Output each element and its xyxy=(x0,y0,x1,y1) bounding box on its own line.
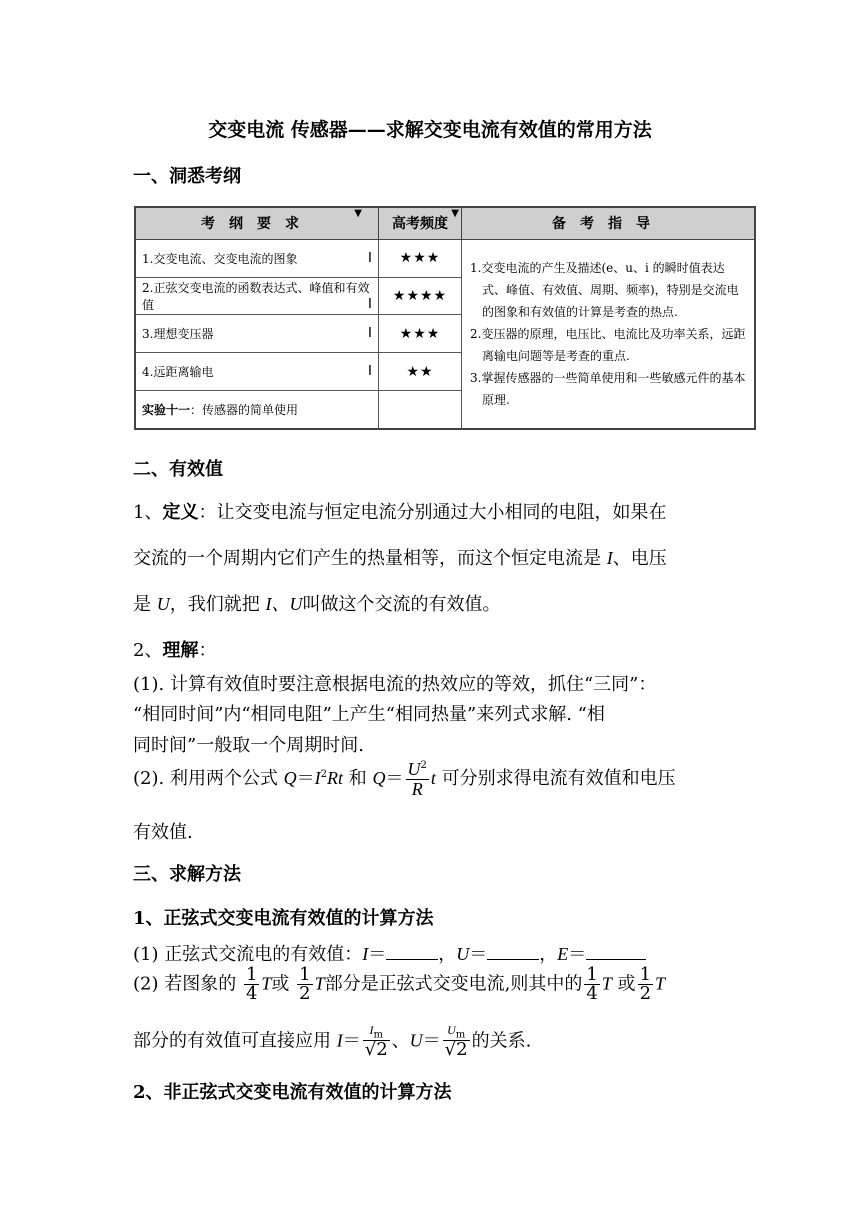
section-heading-effective-value: 二、有效值 xyxy=(133,459,223,480)
fraction-u2-over-r: $\frac{U^2}{R}$ xyxy=(407,759,427,799)
frequency-stars: ★★★ xyxy=(379,315,462,353)
requirement-item: 1.交变电流、交变电流的图象 Ⅰ xyxy=(135,239,379,277)
point-1-line-2: “相同时间”内“相同电阻”上产生“相同热量”来列式求解. “相 xyxy=(133,704,605,725)
blank-i[interactable] xyxy=(386,943,438,960)
frequency-stars: ★★ xyxy=(379,353,462,391)
table-header-requirements: 考纲要求 ▼ xyxy=(135,207,379,239)
guide-text xyxy=(462,239,756,429)
subsection-heading-non-sinusoidal: 2、非正弦式交变电流有效值的计算方法 xyxy=(133,1082,452,1103)
guide-item: 3.掌握传感器的一些简单使用和一些敏感元件的基本原理. xyxy=(470,370,746,407)
sinusoidal-line-3: 部分的有效值可直接应用 I＝ $\frac{I_m}{√2}$ 、U＝ $\frac{U_m}{√2}$ 的关系. xyxy=(133,1023,532,1061)
guide-item: 2.变压器的原理，电压比、电流比及功率关系，远距离输电问题等是考查的重点. xyxy=(470,326,746,363)
sinusoidal-line-2: (2) 若图象的 $\frac{1}{4}$ T或 $\frac{1}{2}$ T部分是正弦式交变电流,则其中的 $\frac{1}{4}$ T 或 $\frac{1}{2}$ T xyxy=(133,964,666,1004)
fraction-one-half: $\frac{1}{2}$ xyxy=(639,964,652,1004)
requirement-item: 2.正弦交变电流的函数表达式、峰值和有效值 Ⅰ xyxy=(135,277,379,315)
fraction-im-over-root2: $\frac{I_m}{√2}$ xyxy=(364,1023,388,1061)
guide-item: 1.交变电流的产生及描述(e、u、i 的瞬时值表达式、峰值、有效值、周期、频率)，特别是交流电的图象和有效值的计算是考查的热点. xyxy=(470,260,739,319)
requirement-item: 实验十一：传感器的简单使用 xyxy=(135,391,379,429)
section-heading-exam-outline: 一、洞悉考纲 xyxy=(133,166,241,187)
point-2-line-2: 有效值. xyxy=(133,822,193,843)
point-1-line-1: (1). 计算有效值时要注意根据电流的热效应的等效，抓住“三同”： xyxy=(133,674,657,695)
exam-outline-table xyxy=(134,206,756,430)
table-row xyxy=(135,239,755,277)
frequency-stars: ★★★ xyxy=(379,239,462,277)
requirement-item: 4.远距离输电 Ⅰ xyxy=(135,353,379,391)
level-mark: Ⅰ xyxy=(367,250,372,266)
section-heading-methods: 三、求解方法 xyxy=(133,864,241,885)
subsection-heading-sinusoidal: 1、正弦式交变电流有效值的计算方法 xyxy=(133,908,434,929)
dropdown-triangle-icon: ▼ xyxy=(354,208,376,219)
definition-line-3: 是 U，我们就把 I、U叫做这个交流的有效值。 xyxy=(133,594,501,615)
level-mark: Ⅰ xyxy=(367,364,372,380)
table-header-guide: 备考指导 xyxy=(462,207,756,239)
point-1-line-3: 同时间”一般取一个周期时间. xyxy=(133,735,364,756)
fraction-one-half: $\frac{1}{2}$ xyxy=(299,964,311,1004)
table-header-frequency: 高考频度 ▼ xyxy=(379,207,462,239)
dropdown-triangle-icon: ▼ xyxy=(451,208,459,219)
frequency-stars xyxy=(379,391,462,429)
level-mark: Ⅰ xyxy=(367,326,372,342)
point-2-line-1: (2). 利用两个公式 $Q=I^2Rt$ 和 Q＝ $\frac{U^2}{R}$ t 可分别求得电流有效值和电压 xyxy=(133,759,676,799)
understanding-heading: 2、理解： xyxy=(133,640,217,661)
definition-line-2: 交流的一个周期内它们产生的热量相等，而这个恒定电流是 I、电压 xyxy=(133,548,667,569)
level-mark: Ⅰ xyxy=(367,296,372,312)
sinusoidal-line-1: (1) 正弦式交流电的有效值：I＝ ，U＝ ，E＝ xyxy=(133,940,646,966)
fraction-one-quarter: $\frac{1}{4}$ xyxy=(586,964,598,1004)
page-title: 交变电流 传感器——求解交变电流有效值的常用方法 xyxy=(208,119,652,141)
frequency-stars: ★★★★ xyxy=(379,277,462,315)
fraction-um-over-root2: $\frac{U_m}{√2}$ xyxy=(444,1023,468,1061)
requirement-item: 3.理想变压器 Ⅰ xyxy=(135,315,379,353)
definition-line-1: 1、定义：让交变电流与恒定电流分别通过大小相同的电阻，如果在 xyxy=(133,502,667,523)
blank-u[interactable] xyxy=(487,943,539,960)
fraction-one-quarter: $\frac{1}{4}$ xyxy=(245,964,258,1004)
blank-e[interactable] xyxy=(586,943,646,960)
